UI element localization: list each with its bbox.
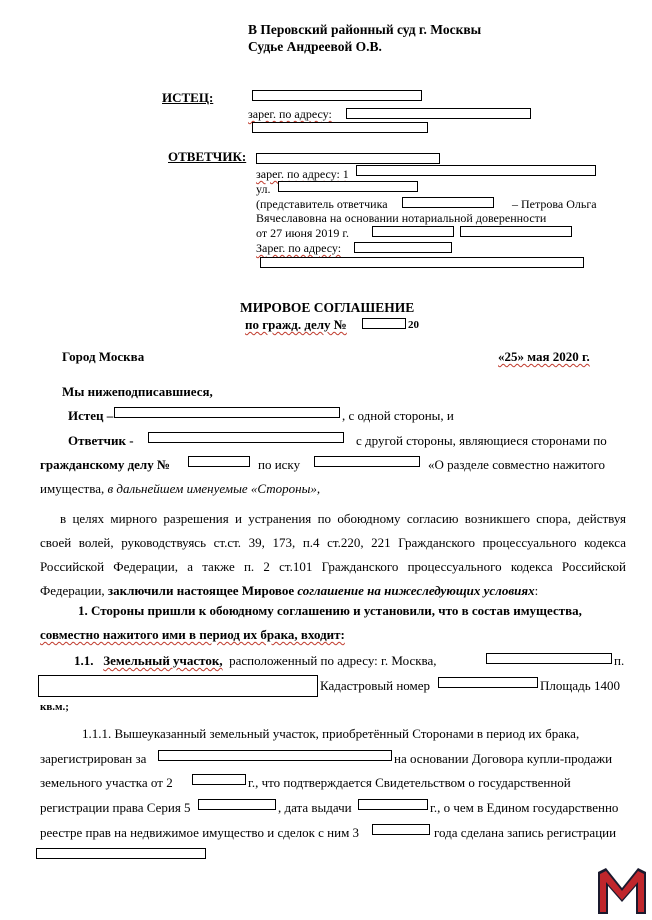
plaintiff-label: ИСТЕЦ: bbox=[162, 90, 214, 105]
property-line-b: в дальнейшем именуемые «Стороны», bbox=[107, 481, 321, 496]
case-number-text: по гражд. делу № bbox=[245, 317, 347, 332]
concluded-end: : bbox=[534, 583, 539, 598]
redaction-issue-date bbox=[358, 799, 428, 810]
defendant-label: ОТВЕТЧИК: bbox=[168, 149, 247, 164]
agreement-date bbox=[498, 350, 590, 363]
redaction-plaintiff-address-2 bbox=[252, 122, 428, 133]
redaction-plaintiff-body bbox=[114, 407, 340, 418]
clause-1-1-1-line-e1: реестре прав на недвижимое имущество и сделок с ним 3 bbox=[40, 825, 360, 840]
redaction-suit bbox=[314, 456, 420, 467]
defendant-rep-name: – Петрова Ольга bbox=[512, 197, 597, 211]
redaction-contract-date bbox=[192, 774, 246, 785]
clause-1-1-p: п. bbox=[614, 653, 625, 668]
plaintiff-reg-prefix: зарег. по адресу: bbox=[248, 107, 332, 121]
plaintiff-label-body: Истец – bbox=[68, 408, 114, 423]
clause-1-line-a: 1. Стороны пришли к обоюдному соглашению и установили, что в состав имущества, bbox=[78, 603, 582, 618]
area-label: Площадь 1400 bbox=[540, 678, 620, 693]
goals-text: в целях мирного разрешения и устранения по обоюдному согласию возникшего спора, действуя своей волей, руководствуясь ст.ст. 39, 173, п.4 ст.220, 221 Гражданского процессуального кодекса Российской Федерации, а также п. 2 ст.101 Гражданского процессуального кодекса Российской Федерации, bbox=[40, 511, 626, 598]
case-number-label bbox=[245, 318, 347, 331]
redaction-case-number bbox=[362, 318, 406, 329]
clause-1-1-1-line-d2: , дата выдачи bbox=[278, 800, 352, 815]
redaction-civil-case bbox=[188, 456, 250, 467]
redaction-rep-date-2 bbox=[460, 226, 572, 237]
clause-1-1-text: расположенный по адресу: г. Москва, bbox=[229, 653, 437, 668]
redaction-defendant-body bbox=[148, 432, 344, 443]
clause-1-1-1-line-b2: на основании Договора купли-продажи bbox=[394, 751, 613, 766]
clause-1-1-1-line-c2: г., что подтверждается Свидетельством о государственной bbox=[248, 775, 571, 790]
undersigned: Мы нижеподписавшиеся, bbox=[62, 384, 213, 399]
concluded-bold: заключили настоящее Мировое bbox=[107, 583, 295, 598]
city: Город Москва bbox=[62, 349, 145, 364]
redaction-rep-date-1 bbox=[372, 226, 454, 237]
redaction-series bbox=[198, 799, 276, 810]
cadastral-label: Кадастровый номер bbox=[320, 678, 431, 693]
clause-1-1-label: Земельный участок, bbox=[103, 653, 223, 668]
concluded-italic: соглашение на нижеследующих условиях bbox=[297, 583, 535, 598]
clause-1-1-1-line-d1: регистрации права Серия 5 bbox=[40, 800, 191, 815]
clause-1-1-1-line-b1: зарегистрирован за bbox=[40, 751, 147, 766]
clause-1-1-1-line-c1: земельного участка от 2 bbox=[40, 775, 173, 790]
clause-1-1-1-line-e2: года сделана запись регистрации bbox=[434, 825, 617, 840]
defendant-street: ул. bbox=[256, 182, 271, 196]
redaction-rep bbox=[402, 197, 494, 208]
agreement-date-text: «25» мая 2020 г. bbox=[498, 349, 590, 364]
case-number-suffix: 20 bbox=[408, 319, 419, 331]
property-line-a: имущества, bbox=[40, 481, 105, 496]
redaction-registered-to bbox=[158, 750, 392, 761]
defendant-rep-line2: Вячеславовна на основании нотариальной доверенности bbox=[256, 211, 547, 225]
property-line bbox=[40, 482, 320, 495]
redaction-defendant-street bbox=[278, 181, 418, 192]
goals-paragraph bbox=[40, 507, 626, 603]
defendant-rep-date: от 27 июня 2019 г. bbox=[256, 226, 349, 240]
redaction-clause-1-1-address bbox=[486, 653, 612, 664]
plaintiff-tail: , с одной стороны, и bbox=[342, 408, 454, 423]
redaction-defendant-address bbox=[356, 165, 596, 176]
redaction-defendant-reg2 bbox=[354, 242, 452, 253]
defendant-label-body: Ответчик - bbox=[68, 433, 134, 448]
m-logo-icon bbox=[598, 868, 646, 914]
clause-1-1 bbox=[74, 654, 437, 667]
defendant-reg2: Зарег. по адресу: bbox=[256, 241, 342, 255]
redaction-cadastral bbox=[438, 677, 538, 688]
suit-text: «О разделе совместно нажитого bbox=[428, 457, 606, 472]
suit-label: по иску bbox=[258, 457, 301, 472]
sqm-label: кв.м.; bbox=[40, 701, 69, 713]
defendant-tail: с другой стороны, являющиеся сторонами по bbox=[356, 433, 607, 448]
redaction-defendant-reg2-line bbox=[260, 257, 584, 268]
civil-case-label: гражданскому делу № bbox=[40, 457, 171, 472]
redaction-plaintiff-address bbox=[346, 108, 531, 119]
clause-1-1-num: 1.1. bbox=[74, 653, 94, 668]
redaction-record-year bbox=[372, 824, 430, 835]
judge-addressee: Судье Андреевой О.В. bbox=[248, 39, 382, 54]
court-addressee: В Перовский районный суд г. Москвы bbox=[248, 22, 482, 37]
defendant-reg-prefix: зарег. по адресу: 1 bbox=[256, 167, 349, 181]
redaction-plaintiff-name bbox=[252, 90, 422, 101]
redaction-clause-1-1-address-2 bbox=[38, 675, 318, 697]
document-title: МИРОВОЕ СОГЛАШЕНИЕ bbox=[240, 300, 415, 315]
clause-1-line-b bbox=[40, 628, 345, 641]
redaction-defendant-name bbox=[256, 153, 440, 164]
clause-1-1-1-line-d3: г., о чем в Едином государственно bbox=[430, 800, 619, 815]
defendant-rep-line: (представитель ответчика bbox=[256, 197, 388, 211]
clause-1-line-b-text: совместно нажитого ими в период их брака, входит: bbox=[40, 627, 345, 642]
clause-1-1-1-line-a: 1.1.1. Вышеуказанный земельный участок, приобретённый Сторонами в период их брака, bbox=[82, 726, 580, 741]
redaction-registration-record bbox=[36, 848, 206, 859]
